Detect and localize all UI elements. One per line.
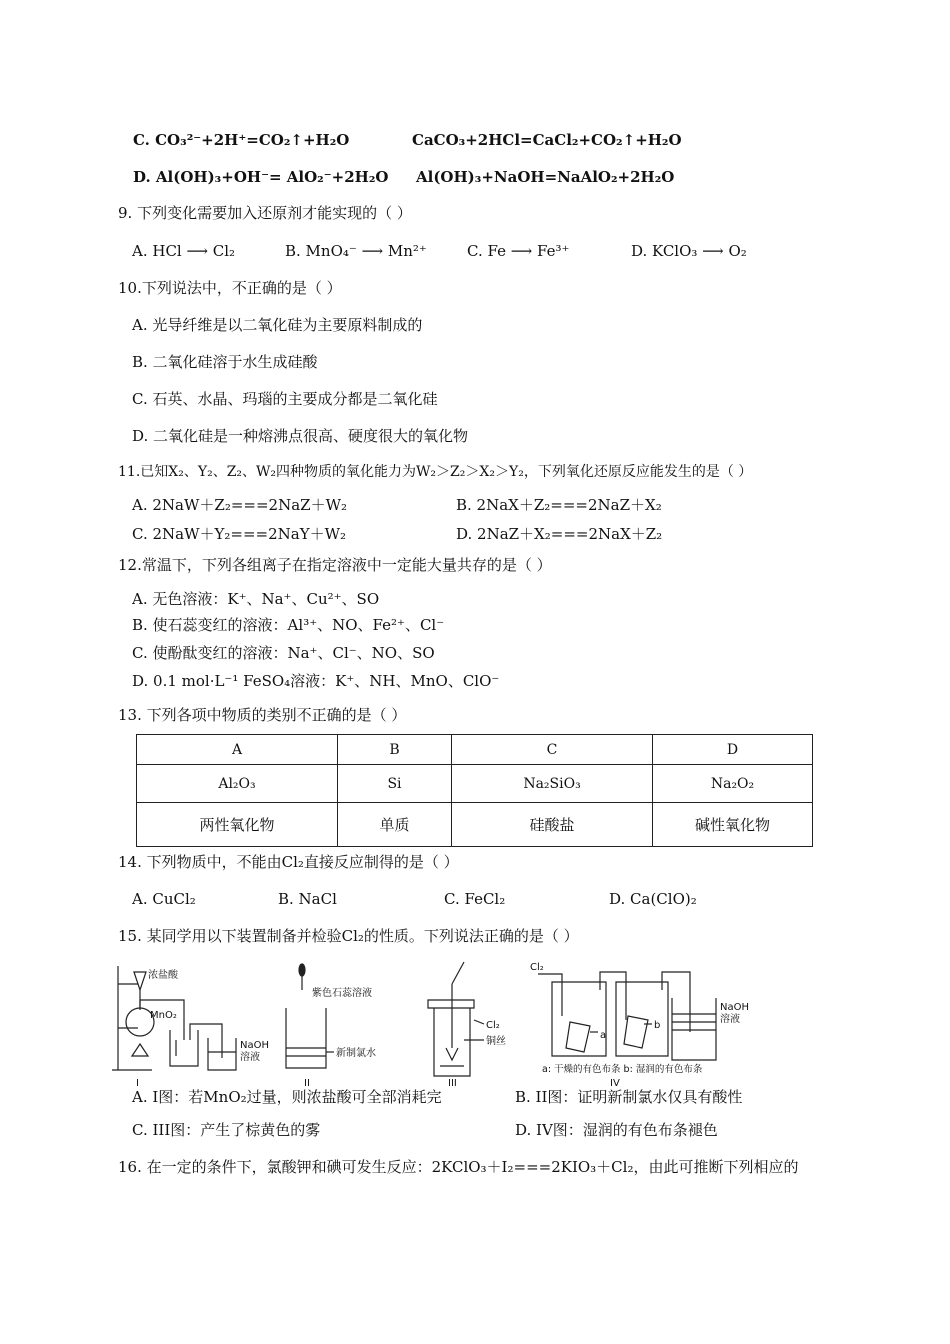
q12-option-d: D. 0.1 mol·L⁻¹ FeSO₄溶液：K⁺、NH、MnO、ClO⁻ bbox=[132, 672, 500, 690]
fig3-roman: III bbox=[448, 1078, 457, 1089]
q9-option-a: A. HCl ⟶ Cl₂ bbox=[132, 242, 236, 260]
fig1-solution: 溶液 bbox=[240, 1052, 260, 1063]
table-cell: 单质 bbox=[338, 803, 452, 847]
q14-option-c: C. FeCl₂ bbox=[444, 890, 506, 908]
fig4-label-a: a bbox=[600, 1030, 607, 1041]
fig4-naoh: NaOH bbox=[720, 1002, 749, 1013]
table-cell: 碱性氧化物 bbox=[653, 803, 813, 847]
q9-stem: 9. 下列变化需要加入还原剂才能实现的（ ） bbox=[118, 204, 412, 222]
table-cell: Na₂SiO₃ bbox=[452, 765, 653, 803]
fig1-label-mid: MnO₂ bbox=[150, 1010, 177, 1021]
q16-stem: 16. 在一定的条件下，氯酸钾和碘可发生反应：2KClO₃＋I₂===2KIO₃＋Cl₂，由此可推断下列相应的 bbox=[118, 1158, 799, 1176]
table-cell: Al₂O₃ bbox=[137, 765, 338, 803]
fig4-label-b: b bbox=[654, 1020, 661, 1031]
q11-option-d: D. 2NaZ＋X₂===2NaX＋Z₂ bbox=[456, 525, 663, 543]
q10-option-b: B. 二氧化硅溶于水生成硅酸 bbox=[132, 353, 318, 371]
q15-option-c: C. III图：产生了棕黄色的雾 bbox=[132, 1121, 321, 1139]
fig3-label-cl2: Cl₂ bbox=[486, 1020, 500, 1031]
q9-option-c: C. Fe ⟶ Fe³⁺ bbox=[467, 242, 570, 260]
q8-option-d-left: D. Al(OH)₃+OH⁻= AlO₂⁻+2H₂O bbox=[133, 168, 389, 186]
q14-stem: 14. 下列物质中，不能由Cl₂直接反应制得的是（ ） bbox=[118, 853, 459, 871]
fig4-label-cl2: Cl₂ bbox=[530, 962, 544, 973]
fig2-roman: II bbox=[304, 1078, 310, 1089]
table-cell: Si bbox=[338, 765, 452, 803]
table-header-cell: D bbox=[653, 735, 813, 765]
table-header-cell: A bbox=[137, 735, 338, 765]
fig4-roman: IV bbox=[610, 1078, 620, 1089]
fig2-label-top: 紫色石蕊溶液 bbox=[312, 988, 372, 999]
fig3-label-cu: 铜丝 bbox=[486, 1036, 506, 1047]
q10-option-a: A. 光导纤维是以二氧化硅为主要原料制成的 bbox=[132, 316, 423, 334]
fig4-caption: a: 干燥的有色布条 b: 湿润的有色布条 bbox=[542, 1064, 703, 1075]
fig2-apparatus bbox=[286, 964, 334, 1068]
q10-stem: 10.下列说法中，不正确的是（ ） bbox=[118, 279, 342, 297]
fig1-label-top: 浓盐酸 bbox=[148, 970, 178, 981]
q12-option-b: B. 使石蕊变红的溶液：Al³⁺、NO、Fe²⁺、Cl⁻ bbox=[132, 616, 445, 634]
fig1-roman: I bbox=[136, 1078, 139, 1089]
q14-option-d: D. Ca(ClO)₂ bbox=[609, 890, 697, 908]
q11-option-a: A. 2NaW＋Z₂===2NaZ＋W₂ bbox=[132, 496, 348, 514]
q12-stem: 12.常温下，下列各组离子在指定溶液中一定能大量共存的是（ ） bbox=[118, 556, 552, 574]
fig3-apparatus bbox=[428, 962, 484, 1076]
table-cell: 硅酸盐 bbox=[452, 803, 653, 847]
fig1-naoh: NaOH bbox=[240, 1040, 269, 1051]
q15-stem: 15. 某同学用以下装置制备并检验Cl₂的性质。下列说法正确的是（ ） bbox=[118, 927, 579, 945]
table-header-cell: C bbox=[452, 735, 653, 765]
q8-option-c-left: C. CO₃²⁻+2H⁺=CO₂↑+H₂O bbox=[133, 131, 350, 149]
q15-apparatus-figure bbox=[112, 960, 792, 1090]
table-header-cell: B bbox=[338, 735, 452, 765]
q10-option-d: D. 二氧化硅是一种熔沸点很高、硬度很大的氧化物 bbox=[132, 427, 469, 445]
table-cell: 两性氧化物 bbox=[137, 803, 338, 847]
q15-option-b: B. II图：证明新制氯水仅具有酸性 bbox=[515, 1088, 743, 1106]
q14-option-b: B. NaCl bbox=[278, 890, 337, 908]
q11-option-b: B. 2NaX＋Z₂===2NaZ＋X₂ bbox=[456, 496, 662, 514]
q12-option-c: C. 使酚酞变红的溶液：Na⁺、Cl⁻、NO、SO bbox=[132, 644, 435, 662]
q8-option-c-right: CaCO₃+2HCl=CaCl₂+CO₂↑+H₂O bbox=[412, 131, 682, 149]
q9-option-d: D. KClO₃ ⟶ O₂ bbox=[631, 242, 747, 260]
q8-option-d-right: Al(OH)₃+NaOH=NaAlO₂+2H₂O bbox=[416, 168, 675, 186]
q14-option-a: A. CuCl₂ bbox=[132, 890, 196, 908]
q13-stem: 13. 下列各项中物质的类别不正确的是（ ） bbox=[118, 706, 407, 724]
fig2-label-bottom: 新制氯水 bbox=[336, 1048, 376, 1059]
q10-option-c: C. 石英、水晶、玛瑙的主要成分都是二氧化硅 bbox=[132, 390, 438, 408]
table-cell: Na₂O₂ bbox=[653, 765, 813, 803]
q9-option-b: B. MnO₄⁻ ⟶ Mn²⁺ bbox=[285, 242, 427, 260]
q15-option-a: A. I图：若MnO₂过量，则浓盐酸可全部消耗完 bbox=[132, 1088, 442, 1106]
fig4-solution: 溶液 bbox=[720, 1014, 740, 1025]
fig4-apparatus bbox=[538, 972, 716, 1060]
q11-option-c: C. 2NaW＋Y₂===2NaY＋W₂ bbox=[132, 525, 347, 543]
q15-option-d: D. IV图：湿润的有色布条褪色 bbox=[515, 1121, 718, 1139]
q11-stem: 11.已知X₂、Y₂、Z₂、W₂四种物质的氧化能力为W₂＞Z₂＞X₂＞Y₂，下列氧化还原反应能发生的是（ ） bbox=[118, 464, 753, 480]
q12-option-a: A. 无色溶液：K⁺、Na⁺、Cu²⁺、SO bbox=[132, 590, 380, 608]
q13-table bbox=[136, 734, 813, 847]
